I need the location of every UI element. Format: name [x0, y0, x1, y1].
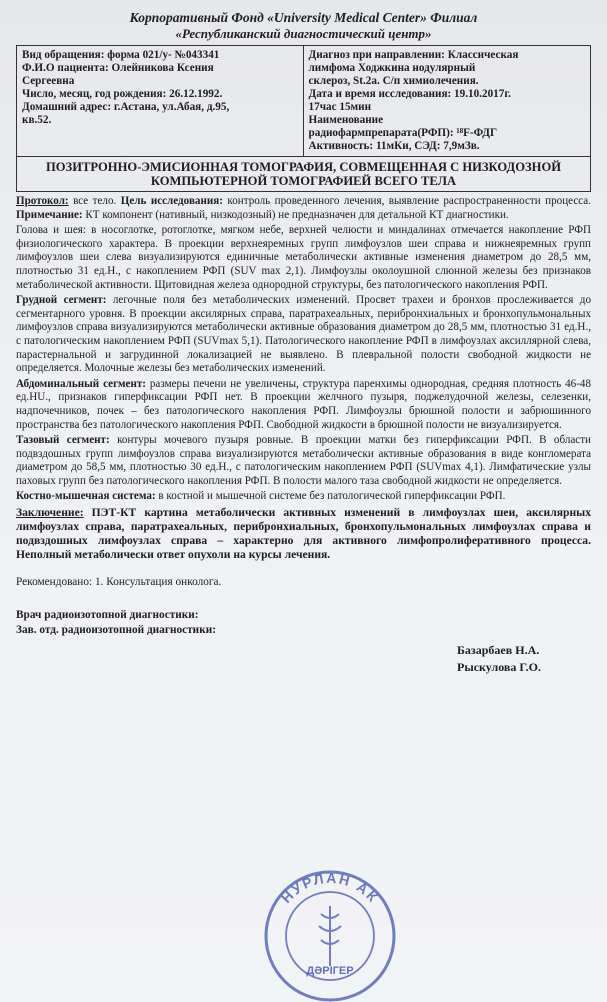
pelvis-label: Тазовый сегмент: [16, 434, 110, 447]
bone-label: Костно-мышечная система: [16, 490, 156, 503]
report-body [16, 195, 591, 562]
head-signature-label: Зав. отд. радиоизотопной диагностики: [16, 624, 216, 637]
bone-text: в костной и мышечной системе без патологической гиперфиксации РФП. [155, 490, 506, 503]
chest-label: Грудной сегмент: [16, 294, 107, 307]
recommendation: Рекомендовано: 1. Консультация онколога. [16, 576, 222, 589]
patient-name-line: Ф.И.О пациента: Олейникова Ксения [22, 62, 214, 74]
diagnosis-line: Диагноз при направлении: Классическая [308, 49, 519, 61]
chest-text: легочные поля без метаболических изменений. Просвет трахеи и бронхов прослеживается до сегментарного уровня. В проекции аксилярных справа, паратрахеальных, перибронхиальных и бронхопульмональных лимфоузлов справа визуализируются метаболически активные образования диаметром до 28,5 мм, плотностью 31 ед.Н., с патологическим накоплением РФП (SUVmax 5,1). Патологического накопление РФП в лимфоузлах аксиллярной слева, парастернальной и загрудинной локализацией не выявлено. В плевральной полости свободной жидкости не определяется. Молочные железы без метаболических изменений. [16, 294, 591, 375]
patient-info-left [17, 46, 304, 156]
goal-text: контроль проведенного лечения, выявление распространенности процесса. [222, 195, 592, 207]
chest-paragraph [16, 294, 591, 376]
protocol-text: все тело. [68, 195, 121, 207]
protocol-label: Протокол: [16, 195, 69, 207]
patient-patronymic-line: Сергеевна [22, 75, 75, 87]
conclusion-text: ПЭТ-КТ картина метаболически активных изменений в лимфоузлах шеи, аксилярных лимфоузлах справа, паратрахеальных, перибронхиальных, бронхопульмональных лимфоузлах справа и подвздошных лимфоузлах справа – характерно для активного лимфопролиферативного процесса. Неполный метаболически ответ опухоли на курсы лечения. [16, 506, 591, 562]
protocol-paragraph [16, 195, 591, 222]
study-title: ПОЗИТРОННО-ЭМИСИОННАЯ ТОМОГРАФИЯ, СОВМЕЩЕННАЯ С НИЗКОДОЗНОЙ КОМПЬЮТЕРНОЙ ТОМОГРАФИЕЙ ВСЕГО ТЕЛА [16, 157, 591, 192]
study-info-right [304, 46, 591, 156]
note-label: Примечание: [16, 208, 83, 221]
birth-date-line: Число, месяц, год рождения: 26.12.1992. [22, 88, 223, 100]
activity-line: Активность: 11мКи, СЭД: 7,9мЗв. [308, 140, 480, 152]
doctor-signature-label: Врач радиоизотопной диагностики: [16, 609, 199, 622]
conclusion-paragraph [16, 506, 591, 562]
pelvis-text: контуры мочевого пузыря ровные. В проекции матки без гиперфиксации РФП. В области подвздошных групп лимфоузлов справа визуализируются метаболически активные образования в виде конгломерата диаметром до 58,5 мм, плотностью 30 ед.Н., с патологическим накоплением РФП (SUVmax 4,1). Лимфатические узлы паховых групп без патологического накопления РФП. В полости малого таза свободной жидкости не определяется. [16, 434, 591, 487]
radiopharm-line: радиофармпрепарата(РФП): ¹⁸F-ФДГ [308, 127, 498, 139]
conclusion-label: Заключение: [16, 506, 84, 520]
abdomen-text: размеры печени не увеличены, структура паренхимы однородная, средняя плотность 46-48 ед.HU., признаков гиперфиксации РФП нет. В проекции желчного пузыря, поджелудочной железы, селезенки, надпочечников, почек – без патологического накопления РФП. Лимфоузлы брюшной полости и забрюшинного пространства без патологического накопления РФП. Свободной жидкости в брюшной полости не визуализируется. [16, 377, 591, 431]
referral-form-line: Вид обращения: форма 021/у- №043341 [22, 49, 220, 61]
bone-paragraph [16, 490, 591, 504]
study-time-line: 17час 15мин [308, 101, 372, 113]
study-date-line: Дата и время исследования: 19.10.2017г. [308, 88, 511, 100]
address-line: Домашний адрес: г.Астана, ул.Абая, д.95, [22, 101, 230, 113]
abdomen-paragraph [16, 378, 591, 432]
diagnosis-line-2: лимфома Ходжкина нодулярный [308, 62, 476, 74]
radiopharm-label-line: Наименование [308, 114, 384, 126]
doctor-name: Базарбаев Н.А. [457, 643, 540, 658]
head-name: Рыскулова Г.О. [457, 660, 541, 675]
header-org-line: Корпоративный Фонд «University Medical Center» Филиал [129, 10, 478, 25]
signatory-names [457, 642, 541, 676]
pelvis-paragraph [16, 434, 591, 488]
stamp-top-text: НУРЛАН АК [277, 869, 383, 906]
signature-block [16, 608, 591, 675]
note-text: КТ компонент (нативный, низкодозный) не предназначен для детальной КТ диагностики. [82, 208, 509, 221]
head-neck-paragraph: Голова и шея: в носоглотке, ротоглотке, мягком небе, верхней челюсти и миндалинах отмечается накопление РФП физиологического характера. В проекции верхнеяремных групп лимфоузлов шеи справа и нижнеяремных групп лимфоузлов шеи слева визуализируются единичные метаболически активные изменения диаметром до 28,5 мм, плотностью 31 ед.Н., с накоплением РФП (SUV max 2,1). Лимфоузлы околоушной слюнной железы без признаков метаболической активности. Щитовидная железа однородной структуры, без патологического накопления РФП. [16, 224, 591, 291]
abdomen-label: Абдоминальный сегмент: [16, 377, 146, 390]
diagnosis-line-3: склероз, St.2a. С/п химиолечения. [308, 75, 479, 87]
stamp-bottom-text: ДӘРІГЕР [306, 965, 354, 977]
patient-info-box [16, 45, 591, 157]
address-line-2: кв.52. [22, 114, 52, 126]
header-branch-line: «Республиканский диагностический центр» [175, 26, 432, 41]
goal-label: Цель исследования: [120, 195, 223, 207]
caduceus-icon [319, 906, 341, 966]
round-stamp [255, 862, 405, 1002]
